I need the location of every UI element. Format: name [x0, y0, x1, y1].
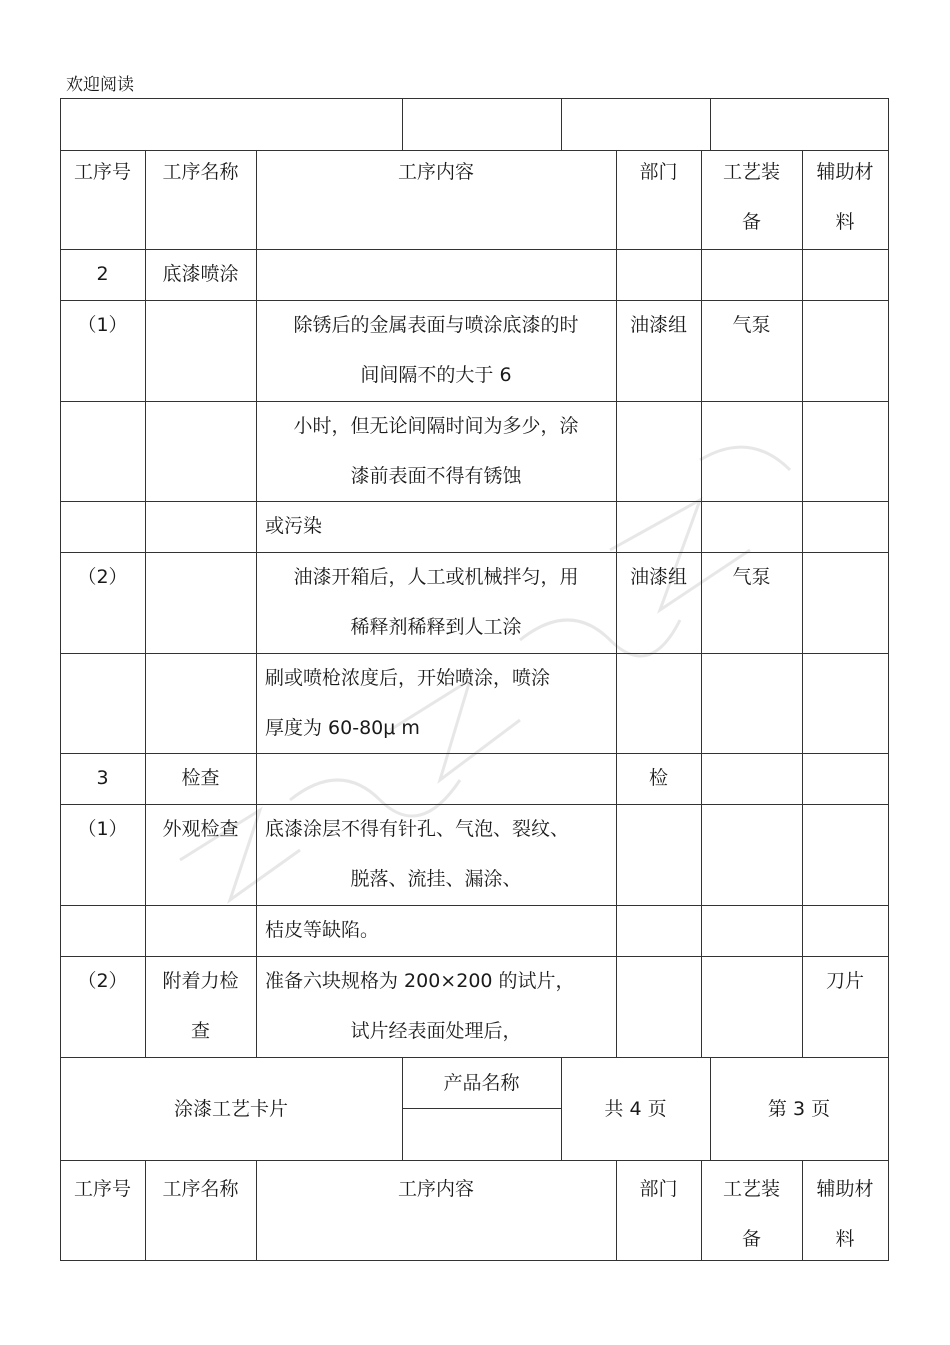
- row-content-line2: 稀释剂稀释到人工涂: [350, 616, 522, 638]
- header-aux-line1: 辅助材: [816, 161, 874, 183]
- header-dept: 部门: [639, 1178, 678, 1200]
- row-content-line1: 底漆涂层不得有针孔、气泡、裂纹、: [265, 818, 570, 840]
- row-name: 外观检查: [162, 818, 239, 840]
- header-equip-line2: 备: [741, 211, 761, 233]
- row-seq: （1）: [77, 818, 128, 840]
- header-seq: 工序号: [73, 161, 131, 183]
- header-name: 工序名称: [162, 161, 239, 183]
- header-seq: 工序号: [73, 1178, 131, 1200]
- row-seq: （2）: [77, 970, 128, 992]
- header-equip-line1: 工艺装: [722, 1178, 780, 1200]
- row-content-line2: 试片经表面处理后，: [350, 1020, 522, 1042]
- row-content-line1: 除锈后的金属表面与喷涂底漆的时: [293, 314, 579, 336]
- row-content-line1: 刷或喷枪浓度后，开始喷涂，喷涂: [265, 667, 551, 689]
- total-pages: 共 4 页: [604, 1098, 667, 1120]
- header-dept: 部门: [639, 161, 678, 183]
- row-content-line1: 准备六块规格为 200×200 的试片，: [265, 970, 575, 992]
- row-seq: （1）: [77, 314, 128, 336]
- header-aux-line1: 辅助材: [816, 1178, 874, 1200]
- row-content-line1: 小时，但无论间隔时间为多少，涂: [293, 415, 579, 437]
- row-dept: 油漆组: [629, 566, 687, 588]
- page-header: 欢迎阅读: [66, 75, 134, 95]
- header-content: 工序内容: [397, 161, 474, 183]
- current-page: 第 3 页: [767, 1098, 831, 1120]
- row-content-line2: 脱落、流挂、漏涂、: [350, 868, 522, 890]
- row-content-line2: 厚度为 60-80μ m: [265, 717, 420, 739]
- header-equip-line1: 工艺装: [722, 161, 780, 183]
- row-equip: 气泵: [732, 566, 771, 588]
- row-content-line1: 或污染: [265, 515, 323, 537]
- header-content: 工序内容: [397, 1178, 474, 1200]
- row-content-line2: 漆前表面不得有锈蚀: [350, 465, 522, 487]
- row-seq: 3: [96, 767, 109, 789]
- row-content-line1: 桔皮等缺陷。: [265, 919, 380, 941]
- header-name: 工序名称: [162, 1178, 239, 1200]
- product-name-label: 产品名称: [443, 1072, 520, 1094]
- row-seq: （2）: [77, 566, 128, 588]
- header-aux-line2: 料: [835, 211, 855, 233]
- header-equip-line2: 备: [741, 1228, 761, 1250]
- row-name: 检查: [181, 767, 220, 789]
- row-name-line2: 查: [190, 1020, 210, 1042]
- row-content-line1: 油漆开箱后，人工或机械拌匀，用: [293, 566, 579, 588]
- row-name: 底漆喷涂: [162, 263, 239, 285]
- row-dept: 检: [648, 767, 668, 789]
- row-content-line2: 间间隔不的大于 6: [360, 364, 512, 386]
- row-dept: 油漆组: [629, 314, 687, 336]
- card-title: 涂漆工艺卡片: [173, 1098, 288, 1120]
- row-seq: 2: [96, 263, 109, 285]
- row-aux: 刀片: [825, 970, 864, 992]
- header-aux-line2: 料: [835, 1228, 855, 1250]
- row-equip: 气泵: [732, 314, 771, 336]
- row-name-line1: 附着力检: [162, 970, 239, 992]
